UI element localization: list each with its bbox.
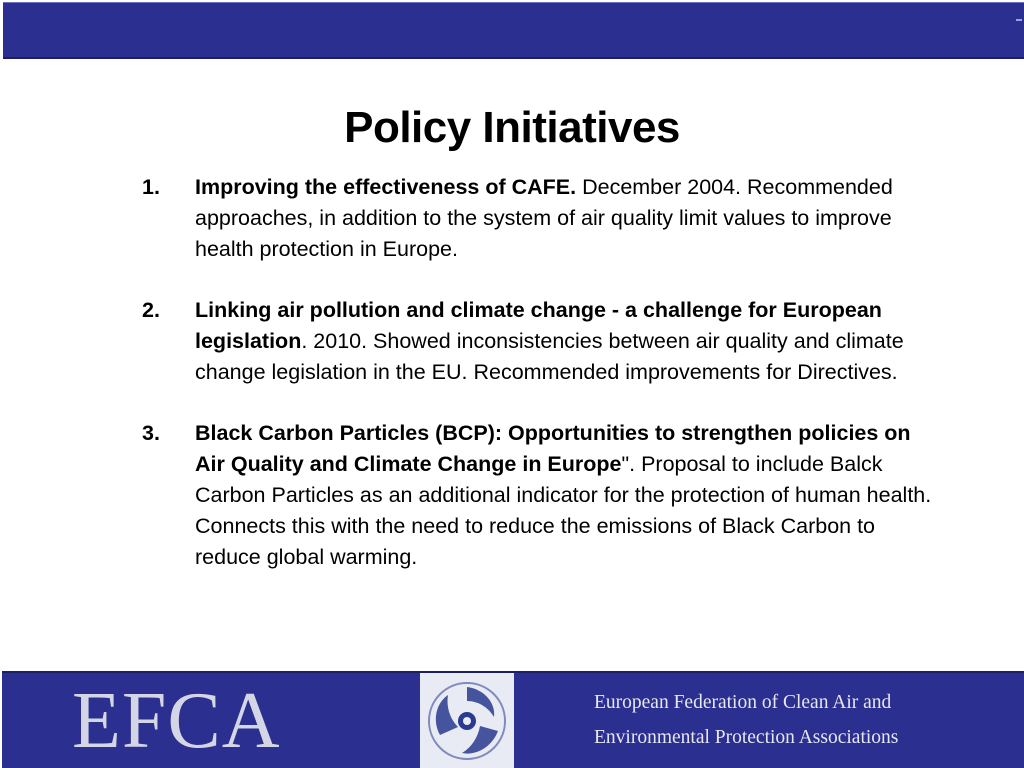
footer-banner (2, 671, 1024, 768)
item-description: . 2010. Showed inconsistencies between air quality and climate change legislation in the EU. Recommended improvements for Directives. (195, 328, 904, 384)
list-item (142, 418, 942, 572)
slide-title: Policy Initiatives (344, 103, 680, 152)
item-heading: Black Carbon Particles (BCP): Opportunities to strengthen policies on Air Quality and Climate Change in Europe (195, 421, 911, 477)
efca-logo: EFCA (72, 677, 281, 765)
banner-mark (1016, 19, 1022, 21)
item-text (195, 418, 942, 572)
item-heading: Improving the effectiveness of CAFE. (195, 175, 577, 199)
item-number: 1. (142, 175, 160, 199)
emblem-box (420, 673, 514, 768)
initiatives-list (142, 172, 942, 603)
item-description: December 2004. Recommended approaches, in addition to the system of air quality limit values to improve health protection in Europe. (195, 175, 893, 261)
item-description: ". Proposal to include Balck Carbon Particles as an additional indicator for the protection of human health. Connects this with the need to reduce the emissions of Black Carbon to reduce global warming. (195, 452, 932, 569)
top-banner (3, 2, 1024, 59)
swirl-emblem-icon (420, 673, 514, 768)
list-item (142, 295, 942, 387)
organization-name (594, 685, 898, 755)
list-item (142, 172, 942, 264)
item-text (195, 295, 942, 387)
organization-name-line-2: Environmental Protection Associations (594, 727, 899, 748)
organization-name-line-1: European Federation of Clean Air and (594, 692, 892, 713)
item-number: 3. (142, 421, 160, 446)
item-number: 2. (142, 298, 160, 323)
item-text (195, 172, 942, 264)
item-heading: Linking air pollution and climate change - a challenge for European legislation (195, 298, 882, 353)
